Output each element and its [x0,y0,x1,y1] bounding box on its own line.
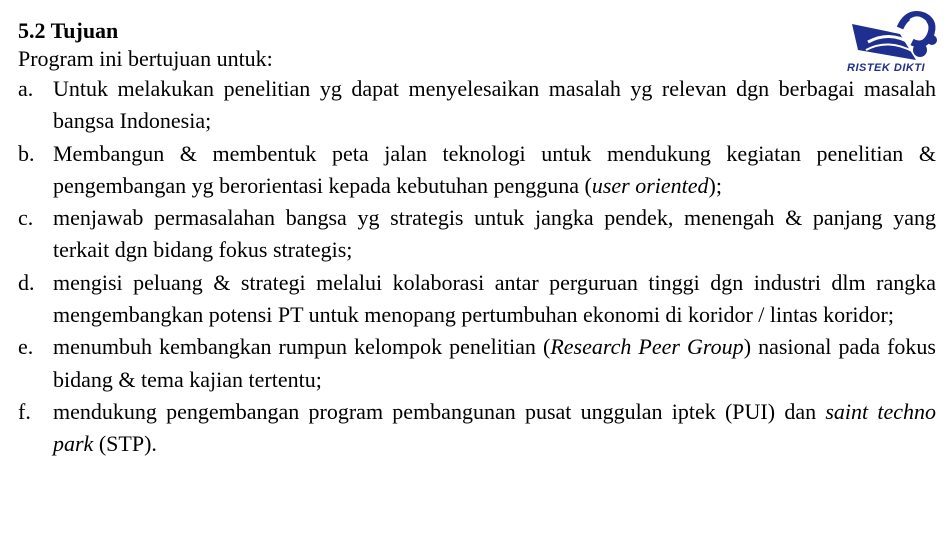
list-item-marker: c. [18,205,34,231]
list-item [18,202,936,267]
objectives-list [18,73,936,461]
list-item [18,267,936,332]
list-item [18,73,936,138]
list-item-italic-text: Research Peer Group [550,334,744,360]
list-item [18,138,936,203]
list-item-text: ); [708,172,722,198]
list-item-marker: f. [18,398,31,424]
list-item [18,331,936,396]
document-page [18,17,936,461]
list-item-marker: b. [18,140,35,166]
list-item-text: Membangun & membentuk peta jalan teknologi untuk mendukung kegiatan penelitian & pengembangan yg berorientasi kepada kebutuhan pengguna ( [53,140,936,198]
list-item-marker: a. [18,76,34,101]
list-item-text: mendukung pengembangan program pembangunan pusat unggulan iptek (PUI) dan [53,398,826,424]
list-item-marker: e. [18,334,34,360]
logo-text: RISTEK DIKTI [847,62,926,74]
list-item-marker: d. [18,269,35,295]
list-item-text: (STP). [93,431,157,457]
section-heading: 5.2 Tujuan [18,18,119,43]
list-item-italic-text: saint techno park [53,398,936,457]
section-intro: Program ini bertujuan untuk: [18,46,273,71]
list-item-text: menjawab permasalahan bangsa yg strategis untuk jangka pendek, menengah & panjang yang terkait dgn bidang fokus strategis; [53,205,936,263]
list-item-text: Untuk melakukan penelitian yg dapat menyelesaikan masalah yg relevan dgn berbagai masalah bangsa Indonesia; [53,76,936,134]
list-item-italic-text: user oriented [591,172,709,198]
list-item [18,396,936,461]
list-item-text: menumbuh kembangkan rumpun kelompok penelitian ( [53,334,551,360]
list-item-text: mengisi peluang & strategi melalui kolaborasi antar perguruan tinggi dgn industri dlm rangka mengembangkan potensi PT untuk menopang pertumbuhan ekonomi di koridor / lintas koridor; [53,269,936,328]
list-item-text: ) nasional pada fokus bidang & tema kajian tertentu; [53,334,936,392]
